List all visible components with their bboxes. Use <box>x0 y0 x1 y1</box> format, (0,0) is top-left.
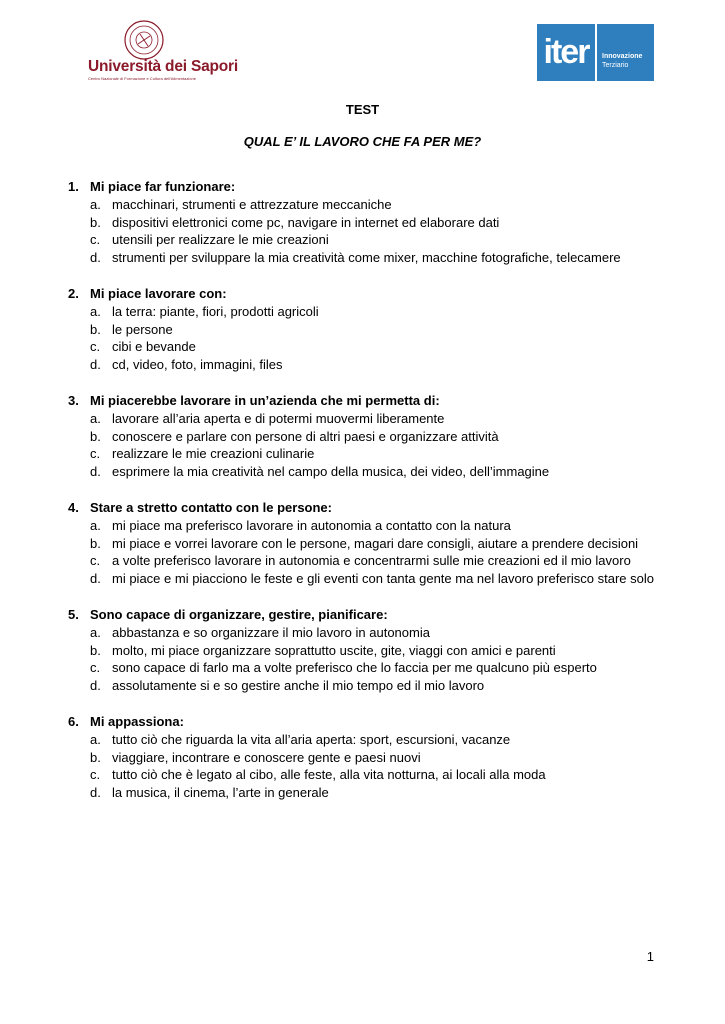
option-text: esprimere la mia creatività nel campo della musica, dei video, dell’immagine <box>112 464 550 480</box>
question-heading <box>68 285 668 303</box>
option-letter: a. <box>90 624 101 640</box>
option-text: le persone <box>112 321 173 337</box>
option-letter: d. <box>90 571 101 587</box>
question-text: Mi piace lavorare con: <box>90 285 227 301</box>
question-4 <box>68 499 668 588</box>
option-letter: c. <box>90 767 101 783</box>
option-letter: c. <box>90 339 101 355</box>
page-number: 1 <box>646 949 654 964</box>
document-title: TEST <box>345 102 380 117</box>
option-letter: c. <box>90 446 101 462</box>
option-text: mi piace ma preferisco lavorare in autonomia a contatto con la natura <box>112 517 511 533</box>
option-letter: a. <box>90 196 101 212</box>
option-text: dispositivi elettronici come pc, navigare in internet ed elaborare dati <box>112 214 500 230</box>
question-heading <box>68 499 668 517</box>
option-letter: a. <box>90 517 101 533</box>
option-letter: b. <box>90 214 101 230</box>
option-text: tutto ciò che è legato al cibo, alle feste, alla vita notturna, ai locali alla moda <box>112 767 546 783</box>
question-text: Mi piacerebbe lavorare in un’azienda che mi permetta di: <box>90 392 440 408</box>
option-letter: a. <box>90 303 101 319</box>
option-text: cd, video, foto, immagini, files <box>112 357 283 373</box>
university-subtitle: Centro Nazionale di Formazione e Cultura dell'Alimentazione <box>88 76 196 81</box>
answer-option <box>68 784 668 802</box>
option-letter: d. <box>90 678 101 694</box>
answer-option <box>68 321 668 339</box>
option-letter: a. <box>90 410 101 426</box>
answer-option <box>68 410 668 428</box>
questions-list <box>68 178 668 820</box>
option-letter: d. <box>90 250 101 266</box>
option-text: la musica, il cinema, l’arte in generale <box>112 785 329 801</box>
question-number: 6. <box>68 713 79 729</box>
question-1 <box>68 178 668 267</box>
option-letter: d. <box>90 357 101 373</box>
answer-option <box>68 731 668 749</box>
option-text: sono capace di farlo ma a volte preferisco che lo faccia per me qualcuno più esperto <box>112 660 597 676</box>
question-number: 4. <box>68 499 79 515</box>
question-text: Mi piace far funzionare: <box>90 179 236 194</box>
question-text: Mi appassiona: <box>90 713 184 729</box>
answer-option <box>68 766 668 784</box>
answer-option <box>68 570 668 588</box>
question-5 <box>68 606 668 695</box>
iter-logo-text <box>597 24 642 81</box>
answer-option <box>68 303 668 321</box>
answer-option <box>68 338 668 356</box>
option-text: assolutamente si e so gestire anche il mio tempo ed il mio lavoro <box>112 678 485 694</box>
iter-logo-line1: Innovazione <box>602 53 643 60</box>
question-number: 5. <box>68 606 79 622</box>
option-text: mi piace e vorrei lavorare con le persone, magari dare consigli, aiutare a prendere decisioni <box>112 535 639 551</box>
option-text: realizzare le mie creazioni culinarie <box>112 446 315 462</box>
answer-option <box>68 445 668 463</box>
question-heading <box>68 713 668 731</box>
document-subtitle: QUAL E’ IL LAVORO CHE FA PER ME? <box>243 134 482 149</box>
iter-logo-line2: Terziario <box>602 62 629 69</box>
iter-logo <box>537 24 654 81</box>
answer-option <box>68 517 668 535</box>
option-letter: d. <box>90 785 101 801</box>
answer-option <box>68 624 668 642</box>
question-heading <box>68 606 668 624</box>
question-number: 1. <box>68 179 79 194</box>
answer-option <box>68 196 668 214</box>
option-letter: d. <box>90 464 101 480</box>
option-letter: c. <box>90 660 101 676</box>
option-text: lavorare all’aria aperta e di potermi muovermi liberamente <box>112 410 445 426</box>
answer-option <box>68 463 668 481</box>
question-heading <box>68 178 668 196</box>
option-text: abbastanza e so organizzare il mio lavoro in autonomia <box>112 624 430 640</box>
question-number: 2. <box>68 285 79 301</box>
answer-option <box>68 749 668 767</box>
university-name: Università dei Sapori <box>88 58 238 75</box>
question-text: Stare a stretto contatto con le persone: <box>90 499 332 515</box>
option-letter: b. <box>90 321 101 337</box>
option-letter: b. <box>90 749 101 765</box>
option-text: molto, mi piace organizzare soprattutto uscite, gite, viaggi con amici e parenti <box>112 642 556 658</box>
option-text: macchinari, strumenti e attrezzature meccaniche <box>112 196 392 212</box>
option-letter: b. <box>90 428 101 444</box>
question-2 <box>68 285 668 374</box>
option-letter: a. <box>90 731 101 747</box>
option-letter: c. <box>90 232 101 248</box>
answer-option <box>68 428 668 446</box>
question-number: 3. <box>68 392 79 408</box>
option-text: a volte preferisco lavorare in autonomia e concentrarmi sulle mie creazioni ed il mio lavoro <box>112 553 631 569</box>
option-text: mi piace e mi piacciono le feste e gli eventi con tanta gente ma nel lavoro preferisco stare solo <box>112 571 654 587</box>
option-text: tutto ciò che riguarda la vita all’aria aperta: sport, escursioni, vacanze <box>112 731 511 747</box>
iter-logo-word: iter <box>543 33 589 71</box>
option-letter: b. <box>90 535 101 551</box>
question-6 <box>68 713 668 802</box>
answer-option <box>68 659 668 677</box>
question-heading <box>68 392 668 410</box>
question-text: Sono capace di organizzare, gestire, pianificare: <box>90 606 388 622</box>
option-text: utensili per realizzare le mie creazioni <box>112 232 329 248</box>
answer-option <box>68 677 668 695</box>
answer-option <box>68 642 668 660</box>
option-text: conoscere e parlare con persone di altri paesi e organizzare attività <box>112 428 499 444</box>
question-3 <box>68 392 668 481</box>
option-text: strumenti per sviluppare la mia creatività come mixer, macchine fotografiche, telecamere <box>112 250 621 266</box>
option-text: la terra: piante, fiori, prodotti agricoli <box>112 303 319 319</box>
option-text: cibi e bevande <box>112 339 196 355</box>
answer-option <box>68 535 668 553</box>
answer-option <box>68 214 668 232</box>
answer-option <box>68 231 668 249</box>
answer-option <box>68 552 668 570</box>
answer-option <box>68 249 668 267</box>
option-text: viaggiare, incontrare e conoscere gente e paesi nuovi <box>112 749 421 765</box>
university-seal-icon <box>82 20 212 60</box>
option-letter: c. <box>90 553 101 569</box>
answer-option <box>68 356 668 374</box>
option-letter: b. <box>90 642 101 658</box>
